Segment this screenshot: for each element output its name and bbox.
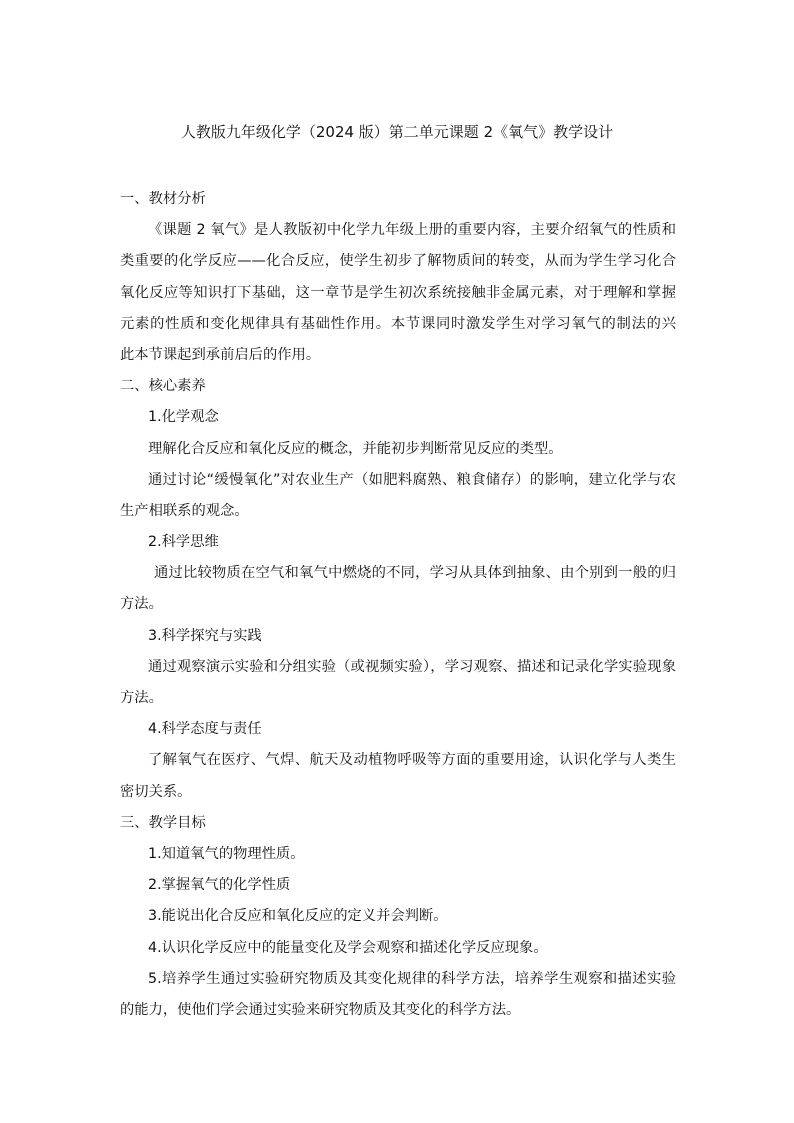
paragraph-line: 方法。 <box>120 596 163 613</box>
document-body <box>120 184 676 1026</box>
paragraph-line: 《课题 2 氧气》是人教版初中化学九年级上册的重要内容，主要介绍氧气的性质和 <box>148 222 676 239</box>
paragraph-line: 通过讨论“缓慢氧化”对农业生产（如肥料腐熟、粮食储存）的影响，建立化学与农 <box>148 471 676 488</box>
paragraph-line: 此本节课起到承前启后的作用。 <box>120 346 321 363</box>
objective-item: 1.知道氧气的物理性质。 <box>148 845 305 862</box>
objective-item: 2.掌握氧气的化学性质 <box>148 877 291 894</box>
paragraph-line: 通过观察演示实验和分组实验（或视频实验），学习观察、描述和记录化学实验现象 <box>148 658 676 675</box>
paragraph-line: 类重要的化学反应——化合反应，使学生初步了解物质间的转变，从而为学生学习化合 <box>120 253 676 270</box>
paragraph-line: 生产相联系的观念。 <box>120 502 249 519</box>
section-heading-literacy: 二、核心素养 <box>120 378 206 395</box>
paragraph-line: 方法。 <box>120 690 163 706</box>
paragraph-line: 密切关系。 <box>120 783 192 800</box>
paragraph-line: 了解氧气在医疗、气焊、航天及动植物呼吸等方面的重要用途，认识化学与人类生 <box>148 752 676 769</box>
objective-item: 5.培养学生通过实验研究物质及其变化规律的科学方法，培养学生观察和描述实验 <box>148 970 676 987</box>
paragraph-line: 通过比较物质在空气和氧气中燃烧的不同，学习从具体到抽象、由个别到一般的归 <box>154 565 676 582</box>
subheading-chemistry-concept: 1.化学观念 <box>148 409 219 426</box>
paragraph-line: 氧化反应等知识打下基础，这一章节是学生初次系统接触非金属元素，对于理解和掌握 <box>120 284 676 301</box>
subheading-scientific-thinking: 2.科学思维 <box>148 534 219 551</box>
subheading-scientific-inquiry: 3.科学探究与实践 <box>148 627 262 644</box>
section-heading-objectives: 三、教学目标 <box>120 814 206 831</box>
paragraph-line: 元素的性质和变化规律具有基础性作用。本节课同时激发学生对学习氧气的制法的兴 <box>120 315 676 332</box>
objective-item: 3.能说出化合反应和氧化反应的定义并会判断。 <box>148 908 448 925</box>
paragraph-line: 理解化合反应和氧化反应的概念，并能初步判断常见反应的类型。 <box>148 440 563 457</box>
section-heading-analysis: 一、教材分析 <box>120 191 206 207</box>
objective-item: 4.认识化学反应中的能量变化及学会观察和描述化学反应现象。 <box>148 939 548 956</box>
subheading-attitude-responsibility: 4.科学态度与责任 <box>148 721 262 738</box>
document-title: 人教版九年级化学（2024 版）第二单元课题 2《氧气》教学设计 <box>180 123 614 141</box>
paragraph-line: 的能力，使他们学会通过实验来研究物质及其变化的科学方法。 <box>120 1001 521 1018</box>
